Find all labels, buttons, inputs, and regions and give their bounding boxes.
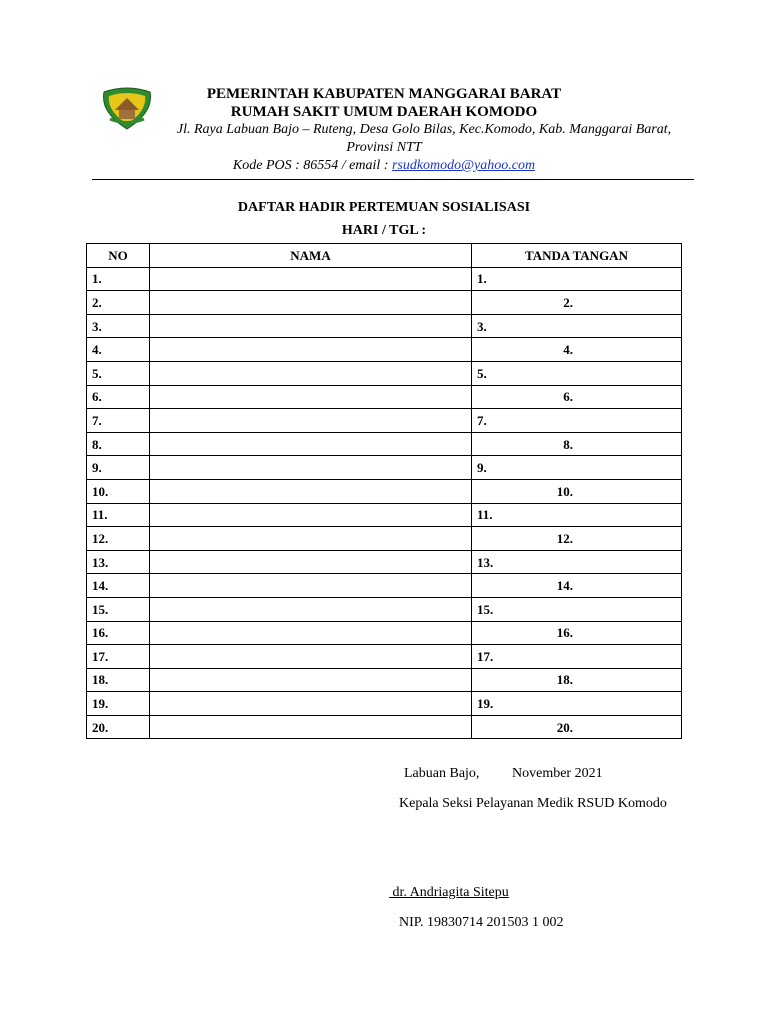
table-row	[87, 503, 682, 527]
row-number: 1.	[87, 267, 150, 291]
row-number: 2.	[87, 291, 150, 315]
table-row	[87, 621, 682, 645]
row-number: 11.	[87, 503, 150, 527]
signature-place: Labuan Bajo,	[404, 766, 480, 781]
address-line-2: Provinsi NTT	[346, 140, 422, 155]
row-number: 15.	[87, 597, 150, 621]
table-row	[87, 574, 682, 598]
name-cell[interactable]	[150, 715, 472, 739]
name-cell[interactable]	[150, 479, 472, 503]
name-cell[interactable]	[150, 385, 472, 409]
name-cell[interactable]	[150, 361, 472, 385]
name-cell[interactable]	[150, 432, 472, 456]
name-cell[interactable]	[150, 597, 472, 621]
table-row	[87, 385, 682, 409]
table-row	[87, 715, 682, 739]
hospital-name: RUMAH SAKIT UMUM DAERAH KOMODO	[230, 104, 538, 120]
signature-cell[interactable]: 19.	[472, 692, 682, 716]
table-row	[87, 550, 682, 574]
address-line-1: Jl. Raya Labuan Bajo – Ruteng, Desa Golo Bilas, Kec.Komodo, Kab. Manggarai Barat,	[176, 122, 672, 137]
signature-cell[interactable]: 14.	[472, 574, 682, 598]
attendance-rows	[87, 267, 682, 739]
table-row	[87, 645, 682, 669]
row-number: 17.	[87, 645, 150, 669]
contact-line	[0, 158, 768, 174]
signature-cell[interactable]: 17.	[472, 645, 682, 669]
signature-cell[interactable]: 10.	[472, 479, 682, 503]
name-cell[interactable]	[150, 291, 472, 315]
signature-cell[interactable]: 13.	[472, 550, 682, 574]
signatory-name-text: dr. Andriagita Sitepu	[392, 885, 509, 900]
row-number: 20.	[87, 715, 150, 739]
signature-cell[interactable]: 18.	[472, 668, 682, 692]
name-cell[interactable]	[150, 456, 472, 480]
government-name: PEMERINTAH KABUPATEN MANGGARAI BARAT	[206, 86, 562, 102]
row-number: 9.	[87, 456, 150, 480]
signature-cell[interactable]: 12.	[472, 527, 682, 551]
signature-date: November 2021	[512, 766, 603, 781]
signatory-nip: NIP. 19830714 201503 1 002	[399, 915, 564, 930]
signature-cell[interactable]: 7.	[472, 409, 682, 433]
table-row	[87, 409, 682, 433]
table-row	[87, 479, 682, 503]
signature-cell[interactable]: 1.	[472, 267, 682, 291]
signature-cell[interactable]: 3.	[472, 314, 682, 338]
signature-cell[interactable]: 2.	[472, 291, 682, 315]
row-number: 10.	[87, 479, 150, 503]
signature-cell[interactable]: 8.	[472, 432, 682, 456]
name-cell[interactable]	[150, 621, 472, 645]
name-cell[interactable]	[150, 338, 472, 362]
name-cell[interactable]	[150, 645, 472, 669]
signature-cell[interactable]: 4.	[472, 338, 682, 362]
table-row	[87, 692, 682, 716]
date-label: HARI / TGL :	[341, 223, 427, 238]
column-header-tanda-tangan: TANDA TANGAN	[472, 244, 682, 268]
name-cell[interactable]	[150, 409, 472, 433]
row-number: 8.	[87, 432, 150, 456]
name-cell[interactable]	[150, 550, 472, 574]
name-cell[interactable]	[150, 692, 472, 716]
table-row	[87, 597, 682, 621]
table-row	[87, 338, 682, 362]
table-row	[87, 527, 682, 551]
signature-cell[interactable]: 9.	[472, 456, 682, 480]
table-row	[87, 291, 682, 315]
table-row	[87, 361, 682, 385]
row-number: 13.	[87, 550, 150, 574]
column-header-nama: NAMA	[150, 244, 472, 268]
name-cell[interactable]	[150, 267, 472, 291]
table-row	[87, 314, 682, 338]
name-cell[interactable]	[150, 668, 472, 692]
header-divider	[92, 179, 694, 180]
email-link[interactable]: rsudkomodo@yahoo.com	[391, 158, 536, 173]
row-number: 6.	[87, 385, 150, 409]
signatory-position: Kepala Seksi Pelayanan Medik RSUD Komodo	[399, 796, 667, 811]
row-number: 19.	[87, 692, 150, 716]
signature-cell[interactable]: 15.	[472, 597, 682, 621]
row-number: 12.	[87, 527, 150, 551]
attendance-table	[86, 243, 682, 739]
signature-cell[interactable]: 6.	[472, 385, 682, 409]
table-row	[87, 432, 682, 456]
row-number: 14.	[87, 574, 150, 598]
name-cell[interactable]	[150, 314, 472, 338]
row-number: 3.	[87, 314, 150, 338]
row-number: 16.	[87, 621, 150, 645]
column-header-no: NO	[87, 244, 150, 268]
name-cell[interactable]	[150, 574, 472, 598]
signature-cell[interactable]: 11.	[472, 503, 682, 527]
signatory-name	[389, 885, 509, 901]
signature-cell[interactable]: 5.	[472, 361, 682, 385]
row-number: 4.	[87, 338, 150, 362]
row-number: 18.	[87, 668, 150, 692]
signature-cell[interactable]: 16.	[472, 621, 682, 645]
name-cell[interactable]	[150, 527, 472, 551]
table-header-row	[87, 244, 682, 268]
table-row	[87, 267, 682, 291]
table-row	[87, 456, 682, 480]
name-cell[interactable]	[150, 503, 472, 527]
signature-cell[interactable]: 20.	[472, 715, 682, 739]
document-title: DAFTAR HADIR PERTEMUAN SOSIALISASI	[237, 200, 531, 215]
postal-code-label: Kode POS : 86554 / email :	[232, 158, 392, 173]
row-number: 7.	[87, 409, 150, 433]
table-row	[87, 668, 682, 692]
row-number: 5.	[87, 361, 150, 385]
